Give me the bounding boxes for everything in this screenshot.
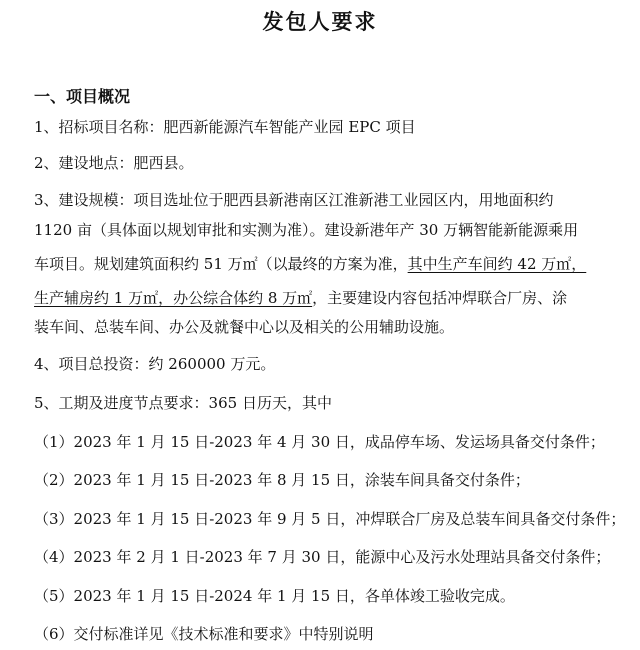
schedule-node-5: （5）2023 年 1 月 15 日-2024 年 1 月 15 日，各单体竣工验收完成。 (34, 587, 515, 605)
item-scale-line-5: 装车间、总装车间、办公及就餐中心以及相关的公用辅助设施。 (34, 318, 455, 336)
item-project-name: 1、招标项目名称：肥西新能源汽车智能产业园 EPC 项目 (34, 118, 416, 136)
schedule-node-4: （4）2023 年 2 月 1 日-2023 年 7 月 30 日，能源中心及污水处理站具备交付条件； (34, 548, 611, 566)
item-scale-line-1: 3、建设规模：项目选址位于肥西县新港南区江淮新港工业园区内，用地面积约 (34, 191, 554, 209)
document-title: 发包人要求 (262, 10, 378, 34)
item-schedule: 5、工期及进度节点要求：365 日历天，其中 (34, 394, 332, 412)
scale-line-4-underlined: 生产辅房约 1 万㎡，办公综合体约 8 万㎡ (34, 289, 313, 307)
item-scale-line-2: 1120 亩（具体面以规划审批和实测为准）。建设新港年产 30 万辆智能新能源乘用 (34, 221, 579, 239)
schedule-node-1: （1）2023 年 1 月 15 日-2023 年 4 月 30 日，成品停车场、发运场具备交付条件； (34, 433, 605, 451)
scale-line-3-text: 车项目。规划建筑面积约 51 万㎡（以最终的方案为准， (34, 255, 408, 273)
schedule-node-2: （2）2023 年 1 月 15 日-2023 年 8 月 15 日，涂装车间具备交付条件； (34, 471, 530, 489)
schedule-node-3: （3）2023 年 1 月 15 日-2023 年 9 月 5 日，冲焊联合厂房及总装车间具备交付条件； (34, 510, 626, 528)
schedule-node-6: （6）交付标准详见《技术标准和要求》中特别说明 (34, 625, 374, 643)
item-scale-line-3 (34, 253, 586, 274)
item-construction-site: 2、建设地点：肥西县。 (34, 154, 194, 172)
section-heading-project-overview: 一、项目概况 (34, 87, 131, 106)
scale-line-3-underlined: 其中生产车间约 42 万㎡， (407, 255, 587, 273)
item-scale-line-4 (34, 287, 567, 308)
scale-line-4-text: ，主要建设内容包括冲焊联合厂房、涂 (312, 289, 568, 307)
item-total-investment: 4、项目总投资：约 260000 万元。 (34, 355, 276, 373)
